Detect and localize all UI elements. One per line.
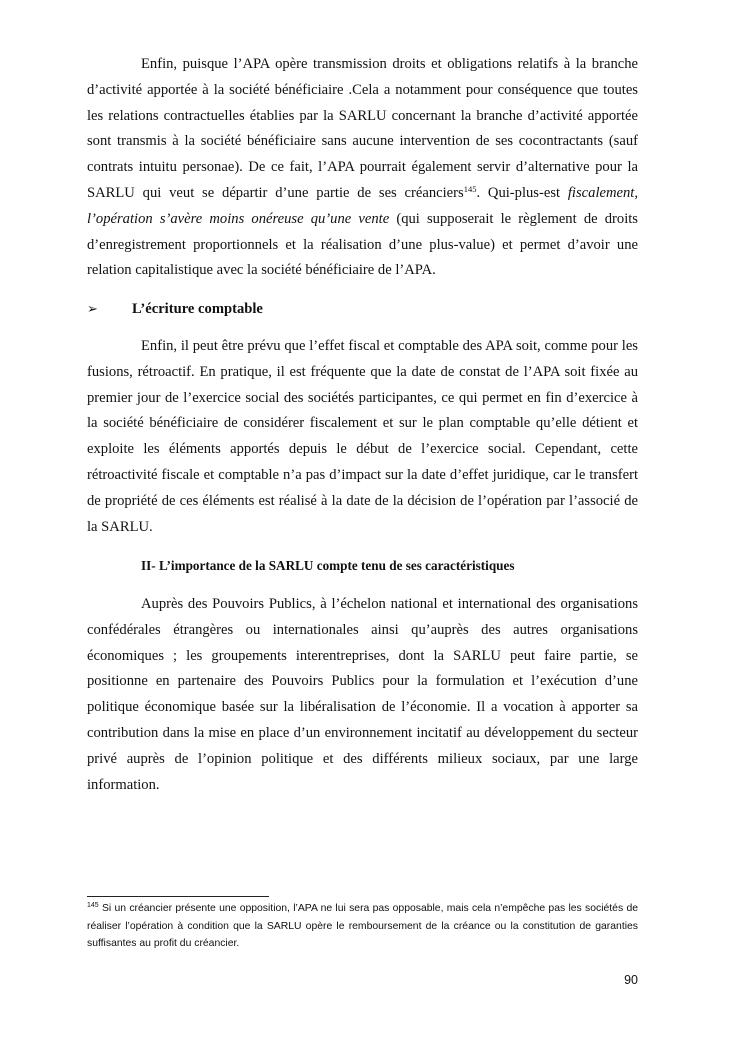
paragraph-1-italic-phrase: fiscalement, l’opération s’avère moins onéreuse qu’une vente [87, 184, 638, 227]
section-heading-importance-sarlu: II- L’importance de la SARLU compte tenu de ses caractéristiques [141, 558, 515, 573]
footnote-number: 145 [87, 902, 99, 909]
footnote-145 [87, 900, 638, 953]
paragraph-1-text-c: (qui supposerait le règlement de droits d’enregistrement proportionnels et la réalisation d’une plus-value) et permet d’avoir une relation capitalistique avec la société bénéficiaire de l’APA. [87, 210, 638, 279]
footnote-reference-145[interactable]: 145 [463, 183, 477, 194]
footnote-separator [87, 896, 269, 897]
paragraph-retroactivite: Enfin, il peut être prévu que l’effet fiscal et comptable des APA soit, comme pour les fusions, rétroactif. En pratique, il est fréquente que la date de constat de l’APA soit fixée au premier jour de l’exercice social des sociétés participantes, ce qui permet en fin d’exercice à la société bénéficiaire de considérer fiscalement et sur le plan comptable qu’elle détient et exploite les éléments apportés depuis le début de l’exercice social. Cependant, cette rétroactivité fiscale et comptable n’a pas d’impact sur la date d’effet juridique, car le transfert de propriété de ces éléments est réalisé à la date de la décision de l’opération par l’associé de la SARLU. [87, 338, 638, 535]
arrowhead-bullet-icon: ➢ [87, 301, 98, 316]
paragraph-apa-transmission [87, 52, 638, 284]
bullet-heading-ecriture-comptable [87, 296, 638, 322]
paragraph-1-text-b: . Qui-plus-est [476, 184, 568, 201]
footnote-text: Si un créancier présente une opposition, l’APA ne lui sera pas opposable, mais cela n’empêche pas les sociétés de réaliser l’opération à condition que la SARLU opère le remboursement de la créance ou la constitution de garanties suffisantes au profit du créancier. [87, 903, 638, 949]
page-number: 90 [624, 973, 638, 987]
bullet-heading-title: L’écriture comptable [132, 301, 263, 317]
paragraph-pouvoirs-publics: Auprès des Pouvoirs Publics, à l’échelon national et international des organisations confédérales étrangères ou internationales ainsi qu’auprès des autres organisations économiques ; les groupements interentreprises, dont la SARLU peut faire partie, se positionne en partenaire des Pouvoirs Publics pour la formulation et l’exécution d’une politique économique basée sur la libéralisation de l’économie. Il a vocation à apporter sa contribution dans la mise en place d’un environnement incitatif au développement du secteur privé auprès de l’opinion politique et des différents milieux sociaux, par une large information. [87, 596, 638, 793]
paragraph-1-text-a: Enfin, puisque l’APA opère transmission droits et obligations relatifs à la branche d’activité apportée à la société bénéficiaire .Cela a notamment pour conséquence que toutes les relations contractuelles établies par la SARLU concernant la branche d’activité apportée sont transmis à la société bénéficiaire sans aucune intervention de ses cocontractants (sauf contrats intuitu personae). De ce fait, l’APA pourrait également servir d’alternative pour la SARLU qui veut se départir d’une partie de ses créanciers [87, 56, 638, 201]
